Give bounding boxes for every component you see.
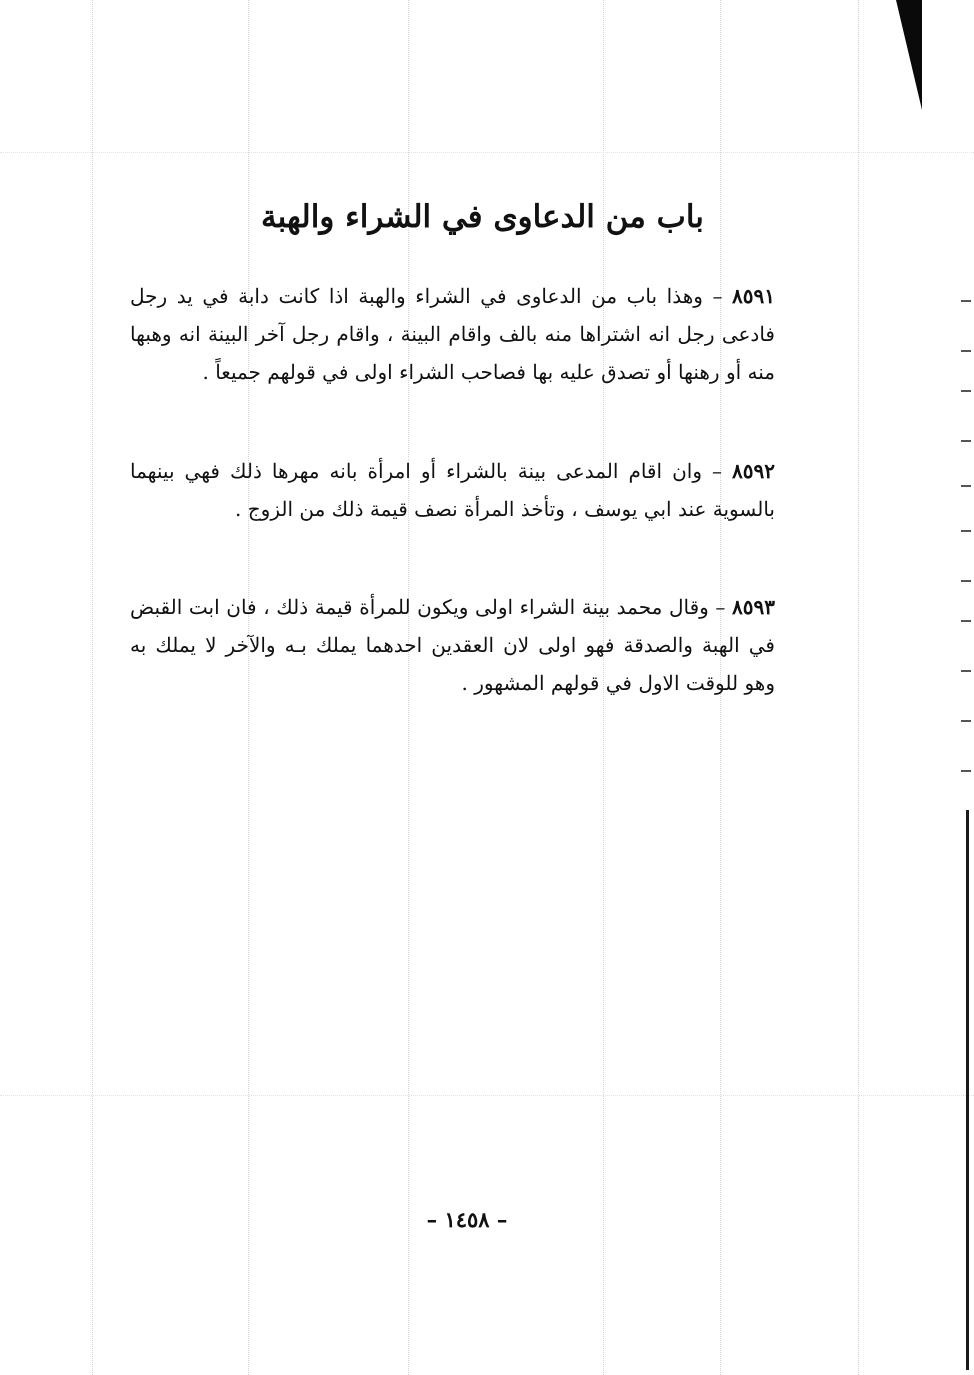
edge-bleed-line [966, 810, 969, 1370]
paragraph-text: – وهذا باب من الدعاوى في الشراء والهبة اذا كانت دابة في يد رجل فادعى رجل انه اشتراها منه بالف واقام البينة ، واقام رجل آخر البينة انه وهبها منه أو رهنها أو تصدق عليه بها فصاحب الشراء اولى في قولهم جميعاً . [130, 284, 775, 384]
scan-guide-line [858, 0, 859, 1375]
scan-edge-strip [960, 290, 974, 1375]
edge-tick [961, 720, 971, 722]
paragraph-number: ٨٥٩٣ [732, 595, 775, 619]
scan-guide-line [92, 0, 93, 1375]
edge-tick [961, 580, 971, 582]
paragraph-number: ٨٥٩١ [732, 284, 775, 308]
paragraph-text: – وان اقام المدعى بينة بالشراء أو امرأة بانه مهرها ذلك فهي بينهما بالسوية عند ابي يوسف ، وتأخذ المرأة نصف قيمة ذلك من الزوج . [130, 459, 775, 521]
page-number: – ١٤٥٨ – [426, 1207, 508, 1232]
scan-guide-line [0, 152, 974, 153]
paragraph [130, 588, 775, 702]
page-title: باب من الدعاوى في الشراء والهبة [261, 199, 704, 235]
scan-corner-mark [896, 0, 922, 110]
scan-guide-line [0, 1095, 974, 1096]
edge-tick [961, 530, 971, 532]
edge-tick [961, 300, 971, 302]
edge-tick [961, 670, 971, 672]
edge-tick [961, 485, 971, 487]
edge-tick [961, 440, 971, 442]
edge-tick [961, 770, 971, 772]
edge-tick [961, 350, 971, 352]
paragraph [130, 277, 775, 391]
edge-tick [961, 390, 971, 392]
edge-tick [961, 620, 971, 622]
paragraph-number: ٨٥٩٢ [732, 459, 775, 483]
paragraph-text: – وقال محمد بينة الشراء اولى ويكون للمرأة قيمة ذلك ، فان ابت القبض في الهبة والصدقة فهو اولى لان العقدين احدهما يملك بـه والآخر لا يملك به وهو للوقت الاول في قولهم المشهور . [130, 595, 775, 695]
paragraph [130, 452, 775, 528]
